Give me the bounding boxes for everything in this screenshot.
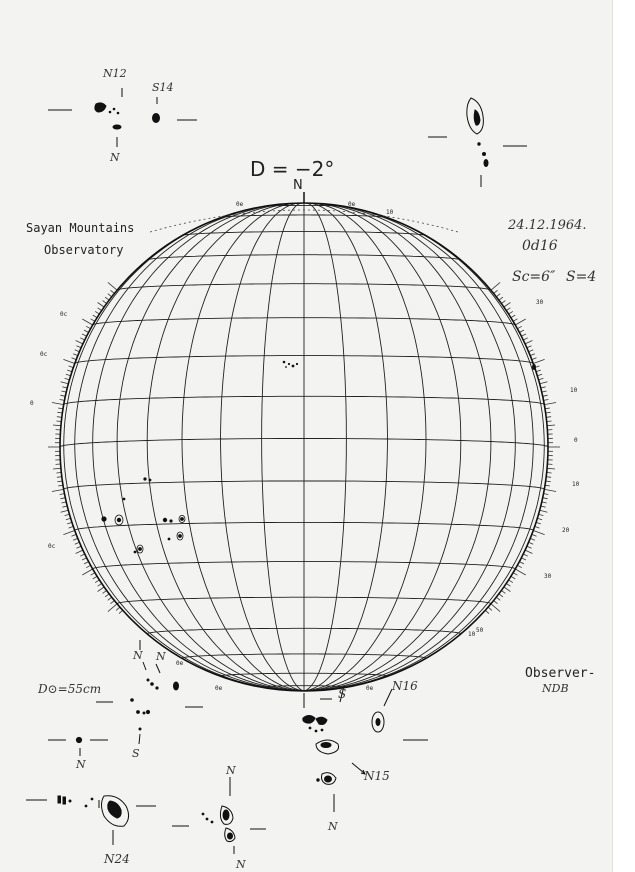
limb-tick (98, 587, 105, 592)
limb-tick (544, 403, 556, 405)
limb-tick (53, 468, 61, 469)
spot-label-n-a: N (110, 151, 120, 164)
sunspot-sketch-s14 (153, 97, 198, 123)
spot-label-s-a: S (132, 747, 140, 760)
limb-tick (491, 282, 500, 290)
limb-tick (63, 531, 74, 535)
meridian-line (304, 203, 388, 691)
limb-tick (491, 604, 500, 612)
meridian-line (64, 204, 304, 691)
sun-diameter: D⊙=55cm (38, 682, 102, 696)
observation-time: 0d16 (522, 238, 558, 254)
observation-date: 24.12.1964. (508, 218, 587, 233)
sunspot-sketch-n12 (48, 88, 122, 147)
spot-label-n-d: N (76, 758, 86, 771)
spot-label-n-e: N (226, 764, 236, 777)
limb-tick (544, 489, 556, 491)
limb-label: 0e (366, 685, 374, 692)
meridian-line (117, 203, 304, 691)
limb-label: 0e (348, 201, 356, 208)
spot-label-n12: N12 (103, 67, 127, 80)
spot-label-s14: S14 (152, 81, 174, 94)
limb-label: 0c (48, 543, 56, 550)
limb-tick (108, 604, 117, 612)
spot-label-n-c: N (156, 650, 166, 663)
meridian-line (304, 203, 346, 691)
meridian-line (304, 203, 461, 691)
limb-tick (547, 425, 555, 426)
limb-label: 10 (570, 387, 578, 394)
limb-tick (61, 510, 69, 512)
spot-label-n24: N24 (104, 852, 130, 866)
limb-tick (504, 303, 511, 308)
limb-tick (82, 319, 92, 325)
limb-tick (533, 531, 544, 535)
meridian-line (304, 203, 491, 691)
sunspot-sketch-n24 (26, 796, 156, 845)
spot-label-n15: N15 (364, 769, 390, 783)
meridian-line (304, 204, 544, 691)
sunspot-group-east-limb (532, 364, 536, 370)
limb-tick (52, 489, 64, 491)
limb-label: 0e (236, 201, 244, 208)
meridian-line (262, 203, 304, 691)
limb-tick (61, 382, 69, 384)
limb-tick (504, 587, 511, 592)
limb-tick (52, 403, 64, 405)
spot-label-n16: N16 (392, 679, 418, 693)
observer-initials: NDB (542, 682, 569, 695)
limb-tick (540, 510, 548, 512)
limb-label: 50 (476, 627, 484, 634)
sunspot-sketch-sw-2 (48, 728, 141, 756)
limb-label: 20 (562, 527, 570, 534)
limb-label: 0e (215, 685, 223, 692)
sunspot-group-southeast (102, 478, 185, 553)
meridian-line (221, 203, 305, 691)
observer-label: Observer- (525, 666, 596, 681)
north-marker: N (293, 178, 303, 193)
limb-label: 10 (572, 481, 580, 488)
limb-tick (76, 341, 83, 344)
meridian-line (147, 203, 304, 691)
limb-tick (547, 468, 555, 469)
limb-tick (515, 569, 525, 575)
limb-tick (533, 359, 544, 363)
sunspot-sketch-sw-1 (96, 640, 203, 714)
limb-label: 0 (30, 400, 34, 407)
limb-tick (82, 569, 92, 575)
limb-tick (76, 550, 83, 553)
sunspot-sketch-s-center (172, 777, 266, 854)
spot-label-n-f: N (236, 858, 246, 871)
meridian-line (60, 311, 304, 691)
heliographic-d-value: D = −2° (250, 157, 335, 181)
limb-label: 0c (40, 351, 48, 358)
meridian-line (304, 311, 548, 691)
limb-label: 0 (574, 437, 578, 444)
sunspot-group-center (283, 361, 298, 368)
observatory-line-1: Sayan Mountains (26, 221, 135, 235)
limb-label: 0c (60, 311, 68, 318)
spot-label-s-b: S (338, 687, 347, 701)
spot-label-n-g: N (328, 820, 338, 833)
limb-tick (525, 550, 532, 553)
limb-label: 0e (176, 660, 184, 667)
limb-tick (63, 359, 74, 363)
limb-scale-labels (30, 201, 580, 692)
limb-tick (540, 382, 548, 384)
heliographic-grid (60, 203, 548, 691)
seeing-sc: Sc=6″ (512, 269, 556, 285)
limb-tick (515, 319, 525, 325)
limb-label: 10 (468, 631, 476, 638)
limb-label: 10 (386, 209, 394, 216)
seeing-s: S=4 (566, 269, 597, 285)
sunspot-sketch-ne (428, 98, 527, 187)
sunspot-sketch-n16-n15 (303, 686, 428, 812)
limb-tick (525, 341, 532, 344)
spot-label-n-b: N (133, 649, 143, 662)
limb-label: 30 (544, 573, 552, 580)
observatory-line-2: Observatory (44, 243, 124, 257)
limb-tick (108, 282, 117, 290)
limb-tick (53, 425, 61, 426)
limb-tick (98, 303, 105, 308)
limb-label: 30 (536, 299, 544, 306)
